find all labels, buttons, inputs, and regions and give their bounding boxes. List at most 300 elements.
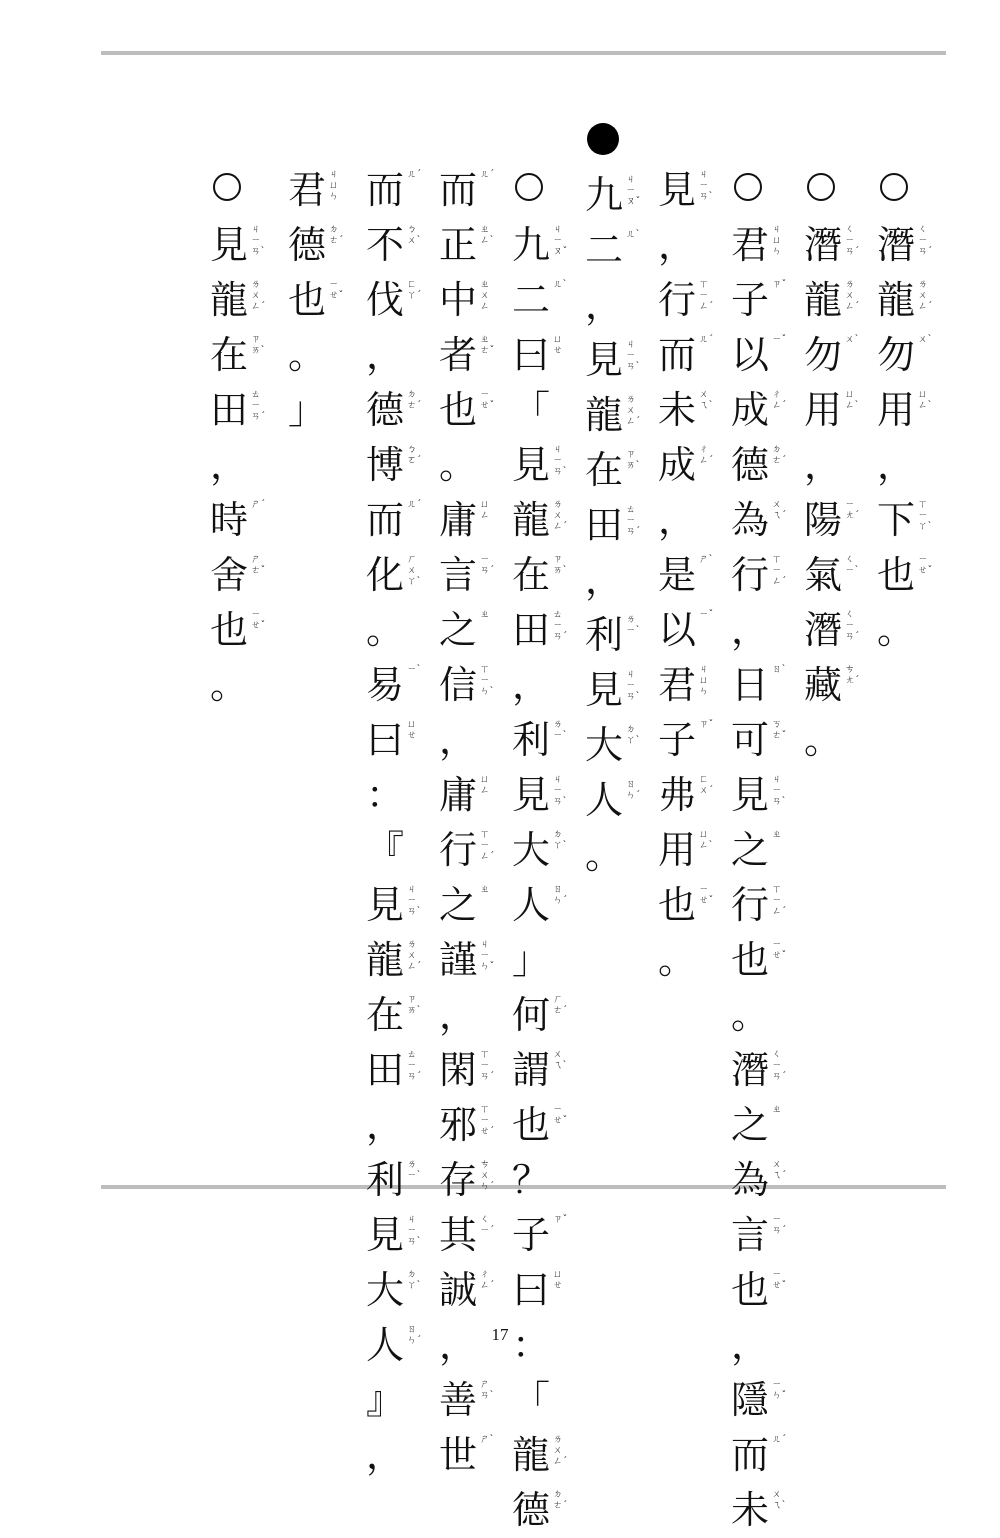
character-cell xyxy=(208,218,278,273)
character-cell xyxy=(510,273,580,328)
hanzi: 之 xyxy=(438,608,477,652)
hanzi: 而 xyxy=(365,498,404,542)
character-cell xyxy=(364,1153,434,1208)
zhuyin-annotation: ㄖ ㄣˊ xyxy=(553,884,568,906)
character-cell xyxy=(510,1263,580,1318)
character-cell xyxy=(510,878,580,933)
zhuyin-annotation: ㄗ ㄞˋ xyxy=(251,334,266,356)
zhuyin-annotation: ㄑ ㄧ ㄢˊ xyxy=(845,609,860,642)
zhuyin-annotation: ㄖˋ xyxy=(772,664,787,675)
zhuyin-annotation: ㄊ ㄧ ㄢˊ xyxy=(553,609,568,642)
character-cell xyxy=(802,328,872,383)
hanzi: 伐 xyxy=(365,278,404,322)
hanzi: 見 xyxy=(365,1213,404,1257)
hanzi: 君 xyxy=(657,663,696,707)
hanzi: ， xyxy=(657,223,696,267)
hanzi: 曰 xyxy=(511,333,550,377)
hanzi: 善 xyxy=(438,1378,477,1422)
zhuyin-annotation: ㄔ ㄥˊ xyxy=(480,1269,495,1291)
hanzi: 也 xyxy=(287,278,326,322)
character-cell xyxy=(802,713,872,768)
character-cell xyxy=(802,493,872,548)
hanzi: 用 xyxy=(803,388,842,432)
zhuyin-annotation: ㄐ ㄧ ㄢˋ xyxy=(553,774,568,807)
character-cell xyxy=(364,383,434,438)
character-cell xyxy=(510,438,580,493)
hanzi: ， xyxy=(584,558,623,602)
character-cell xyxy=(510,218,580,273)
open-circle-icon xyxy=(729,163,771,218)
hanzi: 。 xyxy=(876,608,915,652)
character-cell xyxy=(583,443,653,498)
zhuyin-annotation: ㄗ ㄞˋ xyxy=(626,449,641,471)
zhuyin-annotation: ㄑ ㄧ ㄢˊ xyxy=(918,224,933,257)
text-column xyxy=(208,163,278,713)
zhuyin-annotation: ㄒ ㄧ ㄥˊ xyxy=(772,884,787,917)
character-cell xyxy=(437,493,507,548)
hanzi: 德 xyxy=(511,1488,550,1532)
zhuyin-annotation: ㄦˊ xyxy=(407,169,422,180)
character-cell xyxy=(364,273,434,328)
hanzi: 人 xyxy=(365,1323,404,1367)
open-circle-icon xyxy=(510,163,552,218)
zhuyin-annotation: ㄧ ㄝˇ xyxy=(772,1269,787,1291)
character-cell xyxy=(437,163,507,218)
hanzi: 而 xyxy=(657,333,696,377)
hanzi: 大 xyxy=(511,828,550,872)
hanzi: ， xyxy=(365,1103,404,1147)
hanzi: 。 xyxy=(803,718,842,762)
character-cell xyxy=(656,218,726,273)
zhuyin-annotation: ㄌ ㄨ ㄥˊ xyxy=(407,939,422,972)
zhuyin-annotation: ㄐ ㄧ ㄢˋ xyxy=(772,774,787,807)
hanzi: 德 xyxy=(287,223,326,267)
zhuyin-annotation: ㄘ ㄨ ㄣˊ xyxy=(480,1159,495,1192)
zhuyin-annotation: ㄒ ㄧ ㄚˋ xyxy=(918,499,933,532)
zhuyin-annotation: ㄊ ㄧ ㄢˊ xyxy=(251,389,266,422)
character-cell xyxy=(437,273,507,328)
hanzi: 用 xyxy=(876,388,915,432)
zhuyin-annotation: ㄩ ㄥ xyxy=(480,499,490,521)
character-cell xyxy=(364,1263,434,1318)
zhuyin-annotation: ㄨ ㄟˊ xyxy=(772,499,787,521)
hanzi: 德 xyxy=(730,443,769,487)
zhuyin-annotation: ㄈ ㄨˊ xyxy=(699,774,714,796)
character-cell xyxy=(364,328,434,383)
zhuyin-annotation: ㄨ ㄟˋ xyxy=(553,1049,568,1071)
character-cell xyxy=(437,1373,507,1428)
character-cell xyxy=(583,168,653,223)
zhuyin-annotation: ㄗ ㄞˋ xyxy=(553,554,568,576)
hanzi: 謂 xyxy=(511,1048,550,1092)
character-cell xyxy=(729,438,799,493)
hanzi: 也 xyxy=(438,388,477,432)
zhuyin-annotation: ㄩ ㄝ xyxy=(553,1269,563,1291)
character-cell xyxy=(729,603,799,658)
zhuyin-annotation: ㄓ ㄥˋ xyxy=(480,224,495,246)
character-cell xyxy=(656,493,726,548)
character-cell xyxy=(802,218,872,273)
hanzi: 博 xyxy=(365,443,404,487)
character-cell xyxy=(364,1208,434,1263)
hanzi: 舍 xyxy=(209,553,248,597)
zhuyin-annotation: ㄌ ㄨ ㄥˊ xyxy=(553,499,568,532)
hanzi: ？ xyxy=(511,1158,550,1202)
zhuyin-annotation: ㄐ ㄧ ㄢˋ xyxy=(699,169,714,202)
zhuyin-annotation: ㄧ ㄢˊ xyxy=(772,1214,787,1236)
character-cell xyxy=(656,823,726,878)
zhuyin-annotation: ㄗˇ xyxy=(699,719,714,730)
character-cell xyxy=(802,548,872,603)
character-cell xyxy=(875,273,945,328)
hanzi: 君 xyxy=(287,168,326,212)
text-column xyxy=(583,113,653,883)
hanzi: 勿 xyxy=(876,333,915,377)
character-cell xyxy=(364,603,434,658)
hanzi: 陽 xyxy=(803,498,842,542)
character-cell xyxy=(364,1098,434,1153)
hanzi: 氣 xyxy=(803,553,842,597)
hanzi: 行 xyxy=(730,883,769,927)
character-cell xyxy=(510,1428,580,1483)
character-cell xyxy=(875,548,945,603)
zhuyin-annotation: ㄧ ㄝˇ xyxy=(251,609,266,631)
zhuyin-annotation: ㄐ ㄩ ㄣ xyxy=(329,169,339,202)
character-cell xyxy=(875,218,945,273)
character-cell xyxy=(875,438,945,493)
character-cell xyxy=(510,1208,580,1263)
zhuyin-annotation: ㄩ ㄝ xyxy=(553,334,563,356)
character-cell xyxy=(364,1043,434,1098)
hanzi: 。 xyxy=(365,608,404,652)
zhuyin-annotation: ㄒ ㄧ ㄥˊ xyxy=(699,279,714,312)
hanzi: ， xyxy=(438,718,477,762)
character-cell xyxy=(802,273,872,328)
hanzi: 二 xyxy=(584,228,623,272)
hanzi: ， xyxy=(657,498,696,542)
character-cell xyxy=(208,658,278,713)
hanzi: 九 xyxy=(511,223,550,267)
hanzi: 龍 xyxy=(511,1433,550,1477)
character-cell xyxy=(437,713,507,768)
character-cell xyxy=(656,713,726,768)
character-cell xyxy=(437,603,507,658)
hanzi: 世 xyxy=(438,1433,477,1477)
hanzi: 人 xyxy=(584,778,623,822)
zhuyin-annotation: ㄗ ㄞˋ xyxy=(407,994,422,1016)
zhuyin-annotation: ㄧ ㄝˇ xyxy=(553,1104,568,1126)
zhuyin-annotation: ㄑ ㄧˊ xyxy=(480,1214,495,1236)
zhuyin-annotation: ㄓ xyxy=(480,884,490,895)
character-cell xyxy=(364,878,434,933)
character-cell xyxy=(583,388,653,443)
zhuyin-annotation: ㄕˊ xyxy=(251,499,266,510)
character-cell xyxy=(510,933,580,988)
character-cell xyxy=(364,933,434,988)
character-cell xyxy=(656,933,726,988)
zhuyin-annotation: ㄩ ㄝ xyxy=(407,719,417,741)
zhuyin-annotation: ㄧ ㄣˇ xyxy=(772,1379,787,1401)
hanzi: 言 xyxy=(438,553,477,597)
character-cell xyxy=(437,1428,507,1483)
hanzi: 成 xyxy=(730,388,769,432)
zhuyin-annotation: ㄌ ㄨ ㄥˊ xyxy=(845,279,860,312)
hanzi: 子 xyxy=(730,278,769,322)
hanzi: ， xyxy=(876,443,915,487)
character-cell xyxy=(510,603,580,658)
zhuyin-annotation: ㄩ ㄥˋ xyxy=(845,389,860,411)
hanzi: 「 xyxy=(511,1378,550,1422)
zhuyin-annotation: ㄓ ㄨ ㄥ xyxy=(480,279,490,312)
hanzi: 之 xyxy=(730,828,769,872)
zhuyin-annotation: ㄎ ㄜˇ xyxy=(772,719,787,741)
text-column xyxy=(364,163,434,1483)
character-cell xyxy=(364,1373,434,1428)
hanzi: 也 xyxy=(511,1103,550,1147)
character-cell xyxy=(729,1043,799,1098)
character-cell xyxy=(583,663,653,718)
zhuyin-annotation: ㄅ ㄛˊ xyxy=(407,444,422,466)
character-cell xyxy=(875,383,945,438)
character-cell xyxy=(729,658,799,713)
character-cell xyxy=(364,988,434,1043)
zhuyin-annotation: ㄔ ㄥˊ xyxy=(772,389,787,411)
character-cell xyxy=(656,273,726,328)
character-cell xyxy=(510,1098,580,1153)
zhuyin-annotation: ㄐ ㄧ ㄢˋ xyxy=(251,224,266,257)
hanzi: 二 xyxy=(511,278,550,322)
hanzi: 「 xyxy=(511,388,550,432)
hanzi: 弗 xyxy=(657,773,696,817)
hanzi: 利 xyxy=(584,613,623,657)
character-cell xyxy=(364,768,434,823)
zhuyin-annotation: ㄐ ㄧ ㄣˇ xyxy=(480,939,495,972)
character-cell xyxy=(437,328,507,383)
zhuyin-annotation: ㄧˇ xyxy=(699,609,714,620)
zhuyin-annotation: ㄐ ㄧ ㄡˇ xyxy=(626,174,641,207)
zhuyin-annotation: ㄌ ㄨ ㄥˊ xyxy=(918,279,933,312)
character-cell xyxy=(364,163,434,218)
zhuyin-annotation: ㄑ ㄧˋ xyxy=(845,554,860,576)
open-circle-icon xyxy=(875,163,917,218)
zhuyin-annotation: ㄩ ㄥˋ xyxy=(918,389,933,411)
character-cell xyxy=(510,328,580,383)
zhuyin-annotation: ㄖ ㄣˊ xyxy=(626,779,641,801)
hanzi: 潛 xyxy=(730,1048,769,1092)
zhuyin-annotation: ㄌ ㄨ ㄥˊ xyxy=(626,394,641,427)
character-cell xyxy=(729,548,799,603)
hanzi: 見 xyxy=(584,338,623,382)
hanzi: 大 xyxy=(584,723,623,767)
hanzi: 易 xyxy=(365,663,404,707)
character-cell xyxy=(583,828,653,883)
character-cell xyxy=(729,328,799,383)
character-cell xyxy=(437,1263,507,1318)
hanzi: 見 xyxy=(730,773,769,817)
hanzi: 利 xyxy=(511,718,550,762)
hanzi: 龍 xyxy=(876,278,915,322)
zhuyin-annotation: ㄐ ㄩ ㄣ xyxy=(772,224,782,257)
hanzi: 。 xyxy=(730,993,769,1037)
zhuyin-annotation: ㄒ ㄧ ㄢˊ xyxy=(480,1049,495,1082)
zhuyin-annotation: ㄐ ㄩ ㄣ xyxy=(699,664,709,697)
character-cell xyxy=(729,1483,799,1538)
character-cell xyxy=(875,603,945,658)
hanzi: ， xyxy=(730,608,769,652)
hanzi: 以 xyxy=(730,333,769,377)
zhuyin-annotation: ㄌ ㄧˋ xyxy=(407,1159,422,1181)
text-column xyxy=(656,163,726,988)
character-cell xyxy=(510,823,580,878)
zhuyin-annotation: ㄌ ㄨ ㄥˊ xyxy=(553,1434,568,1467)
hanzi: 也 xyxy=(730,938,769,982)
zhuyin-annotation: ㄩ ㄥ xyxy=(480,774,490,796)
zhuyin-annotation: ㄦˋ xyxy=(626,229,641,240)
character-cell xyxy=(656,328,726,383)
zhuyin-annotation: ㄧˇ xyxy=(772,334,787,345)
character-cell xyxy=(875,328,945,383)
hanzi: ， xyxy=(365,1433,404,1477)
hanzi: 」 xyxy=(511,938,550,982)
character-cell xyxy=(437,1208,507,1263)
character-cell xyxy=(729,1208,799,1263)
character-cell xyxy=(510,383,580,438)
hanzi: 言 xyxy=(730,1213,769,1257)
zhuyin-annotation: ㄒ ㄧ ㄥˊ xyxy=(772,554,787,587)
character-cell xyxy=(286,273,356,328)
hanzi: 。 xyxy=(657,938,696,982)
hanzi: 行 xyxy=(657,278,696,322)
hanzi: 行 xyxy=(438,828,477,872)
zhuyin-annotation: ㄧ ㄤˊ xyxy=(845,499,860,521)
hanzi: 行 xyxy=(730,553,769,597)
character-cell xyxy=(729,1153,799,1208)
zhuyin-annotation: ㄦˊ xyxy=(480,169,495,180)
character-cell xyxy=(510,658,580,713)
character-cell xyxy=(208,328,278,383)
hanzi: 龍 xyxy=(365,938,404,982)
hanzi: 人 xyxy=(511,883,550,927)
zhuyin-annotation: ㄓ ㄜˇ xyxy=(480,334,495,356)
character-cell xyxy=(729,273,799,328)
hanzi: 庸 xyxy=(438,773,477,817)
zhuyin-annotation: ㄅ ㄨˋ xyxy=(407,224,422,246)
character-cell xyxy=(286,218,356,273)
character-cell xyxy=(510,1373,580,1428)
zhuyin-annotation: ㄔ ㄥˊ xyxy=(699,444,714,466)
hanzi: 邪 xyxy=(438,1103,477,1147)
hanzi: 。 xyxy=(287,333,326,377)
hanzi: 庸 xyxy=(438,498,477,542)
hanzi: 也 xyxy=(209,608,248,652)
character-cell xyxy=(208,438,278,493)
hanzi: 是 xyxy=(657,553,696,597)
zhuyin-annotation: ㄉ ㄜˊ xyxy=(553,1489,568,1511)
character-cell xyxy=(656,383,726,438)
hanzi: 君 xyxy=(730,223,769,267)
hanzi: 」 xyxy=(287,388,326,432)
zhuyin-annotation: ㄗˇ xyxy=(553,1214,568,1225)
zhuyin-annotation: ㄒ ㄧ ㄝˊ xyxy=(480,1104,495,1137)
zhuyin-annotation: ㄕ ㄜˇ xyxy=(251,554,266,576)
hanzi: 時 xyxy=(209,498,248,542)
character-cell xyxy=(510,713,580,768)
hanzi: 未 xyxy=(730,1488,769,1532)
character-cell xyxy=(510,988,580,1043)
hanzi: 存 xyxy=(438,1158,477,1202)
zhuyin-annotation: ㄊ ㄧ ㄢˊ xyxy=(407,1049,422,1082)
character-cell xyxy=(729,823,799,878)
character-cell xyxy=(729,768,799,823)
character-cell xyxy=(875,493,945,548)
character-cell xyxy=(364,1428,434,1483)
zhuyin-annotation: ㄒ ㄧ ㄣˋ xyxy=(480,664,495,697)
character-cell xyxy=(364,218,434,273)
hanzi: ： xyxy=(511,1323,550,1367)
zhuyin-annotation: ㄊ ㄧ ㄢˊ xyxy=(626,504,641,537)
zhuyin-annotation: ㄐ ㄧ ㄢˋ xyxy=(407,884,422,917)
hanzi: 也 xyxy=(876,553,915,597)
character-cell xyxy=(437,1153,507,1208)
text-column xyxy=(437,163,507,1483)
hanzi: 而 xyxy=(438,168,477,212)
character-cell xyxy=(510,548,580,603)
character-cell xyxy=(510,1043,580,1098)
hanzi: 龍 xyxy=(209,278,248,322)
zhuyin-annotation: ㄦˊ xyxy=(407,499,422,510)
zhuyin-annotation: ㄐ ㄧ ㄡˇ xyxy=(553,224,568,257)
zhuyin-annotation: ㄐ ㄧ ㄢˋ xyxy=(553,444,568,477)
hanzi: 曰 xyxy=(511,1268,550,1312)
character-cell xyxy=(286,383,356,438)
hanzi: 勿 xyxy=(803,333,842,377)
open-circle-icon xyxy=(802,163,844,218)
hanzi: 信 xyxy=(438,663,477,707)
character-cell xyxy=(364,493,434,548)
character-cell xyxy=(286,163,356,218)
character-cell xyxy=(437,823,507,878)
zhuyin-annotation: ㄐ ㄧ ㄢˋ xyxy=(626,669,641,702)
character-cell xyxy=(729,878,799,933)
character-cell xyxy=(437,658,507,713)
character-cell xyxy=(729,988,799,1043)
hanzi: ， xyxy=(730,1323,769,1367)
hanzi: 用 xyxy=(657,828,696,872)
hanzi: 藏 xyxy=(803,663,842,707)
zhuyin-annotation: ㄓ xyxy=(480,609,490,620)
character-cell xyxy=(656,603,726,658)
character-cell xyxy=(437,383,507,438)
zhuyin-annotation: ㄦˊ xyxy=(772,1434,787,1445)
zhuyin-annotation: ㄉ ㄚˋ xyxy=(407,1269,422,1291)
hanzi: 為 xyxy=(730,1158,769,1202)
zhuyin-annotation: ㄑ ㄧ ㄢˊ xyxy=(845,224,860,257)
zhuyin-annotation: ㄉ ㄚˋ xyxy=(626,724,641,746)
character-cell xyxy=(364,658,434,713)
zhuyin-annotation: ㄑ ㄧ ㄢˊ xyxy=(772,1049,787,1082)
zhuyin-annotation: ㄩ ㄥˋ xyxy=(699,829,714,851)
zhuyin-annotation: ㄧ ㄢˊ xyxy=(480,554,495,576)
hanzi: 日 xyxy=(730,663,769,707)
zhuyin-annotation: ㄨˋ xyxy=(845,334,860,345)
zhuyin-annotation: ㄕ ㄢˋ xyxy=(480,1379,495,1401)
hanzi: 潛 xyxy=(803,608,842,652)
hanzi: 潛 xyxy=(876,223,915,267)
character-cell xyxy=(437,1098,507,1153)
character-cell xyxy=(802,383,872,438)
character-cell xyxy=(364,713,434,768)
character-cell xyxy=(437,548,507,603)
